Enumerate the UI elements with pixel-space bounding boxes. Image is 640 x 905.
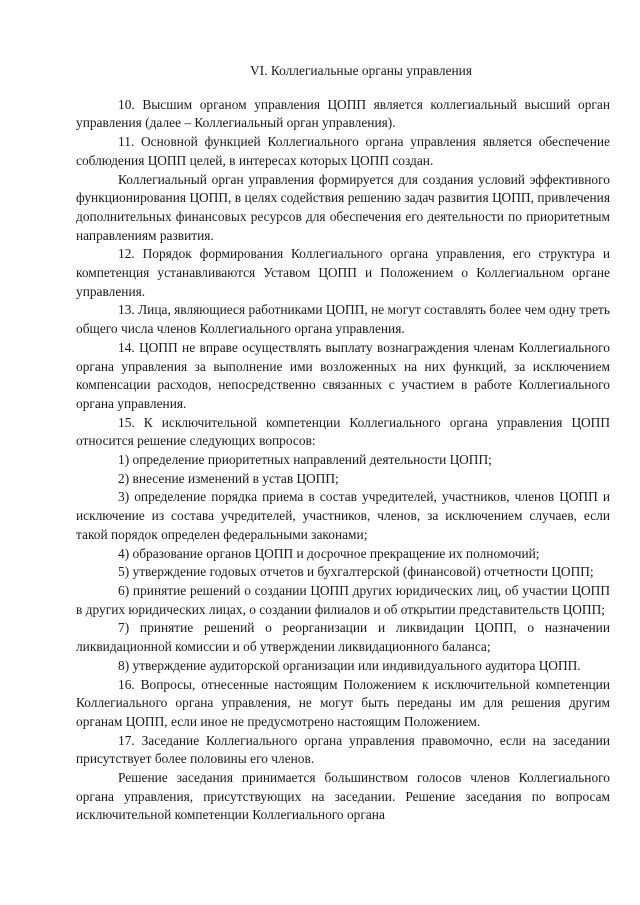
list-item-2: 2) внесение изменений в устав ЦОПП; xyxy=(118,470,339,486)
paragraph-11: 11. Основной функцией Коллегиального органа управления является обеспечение соблюдения ЦОПП целей, в интересах которых ЦОПП создан. xyxy=(76,134,610,168)
list-item-1: 1) определение приоритетных направлений деятельности ЦОПП; xyxy=(118,452,492,468)
paragraph-10: 10. Высшим органом управления ЦОПП является коллегиальный высший орган управления (далее – Коллегиальный орган управления). xyxy=(76,96,610,131)
section-title: VI. Коллегиальные органы управления xyxy=(250,63,472,78)
paragraph-15: 15. К исключительной компетенции Коллегиального органа управления ЦОПП относится решение следующих вопросов: xyxy=(76,414,610,449)
list-item-8: 8) утверждение аудиторской организации или индивидуального аудитора ЦОПП. xyxy=(118,657,581,673)
paragraph-17-continued: Решение заседания принимается большинством голосов членов Коллегиального органа управления, присутствующих на заседании. Решение заседания по вопросам исключительной компетенции Коллегиального органа xyxy=(76,770,610,823)
paragraph-14: 14. ЦОПП не вправе осуществлять выплату вознаграждения членам Коллегиального органа управления за выполнение ими возложенных на них функций, за исключением компенсации расходов, непосредственно связанных с участием в работе Коллегиального органа управления. xyxy=(76,339,610,411)
paragraph-12: 12. Порядок формирования Коллегиального органа управления, его структура и компетенция устанавливаются Уставом ЦОПП и Положением о Коллегиальном органе управления. xyxy=(76,246,610,299)
list-item-4: 4) образование органов ЦОПП и досрочное прекращение их полномочий; xyxy=(118,545,540,561)
list-item-5: 5) утверждение годовых отчетов и бухгалтерской (финансовой) отчетности ЦОПП; xyxy=(118,564,594,580)
paragraph-17: 17. Заседание Коллегиального органа управления правомочно, если на заседании присутствует более половины его членов. xyxy=(76,732,610,767)
list-item-3: 3) определение порядка приема в состав учредителей, участников, членов ЦОПП и исключение из состава учредителей, участников, членов, за исключением случаев, если такой порядок определен федеральными законами; xyxy=(76,489,610,542)
list-item-7: 7) принятие решений о реорганизации и ликвидации ЦОПП, о назначении ликвидационной комиссии и об утверждении ликвидационного баланса; xyxy=(76,620,610,655)
paragraph-11-continued: Коллегиальный орган управления формируется для создания условий эффективного функционирования ЦОПП, в целях содействия решению задач развития ЦОПП, привлечения дополнительных финансовых ресурсов для обеспечения его деятельности по приоритетным направлениям развития. xyxy=(76,171,610,243)
paragraph-16: 16. Вопросы, отнесенные настоящим Положением к исключительной компетенции Коллегиального органа управления, не могут быть переданы им для решения другим органам ЦОПП, если иное не предусмотрено настоящим Положением. xyxy=(76,676,610,729)
document-body xyxy=(76,62,610,825)
list-item-6: 6) принятие решений о создании ЦОПП других юридических лиц, об участии ЦОПП в других юридических лицах, о создании филиалов и об открытии представительств ЦОПП; xyxy=(76,582,610,617)
paragraph-13: 13. Лица, являющиеся работниками ЦОПП, не могут составлять более чем одну треть общего числа членов Коллегиального органа управления. xyxy=(76,302,610,337)
